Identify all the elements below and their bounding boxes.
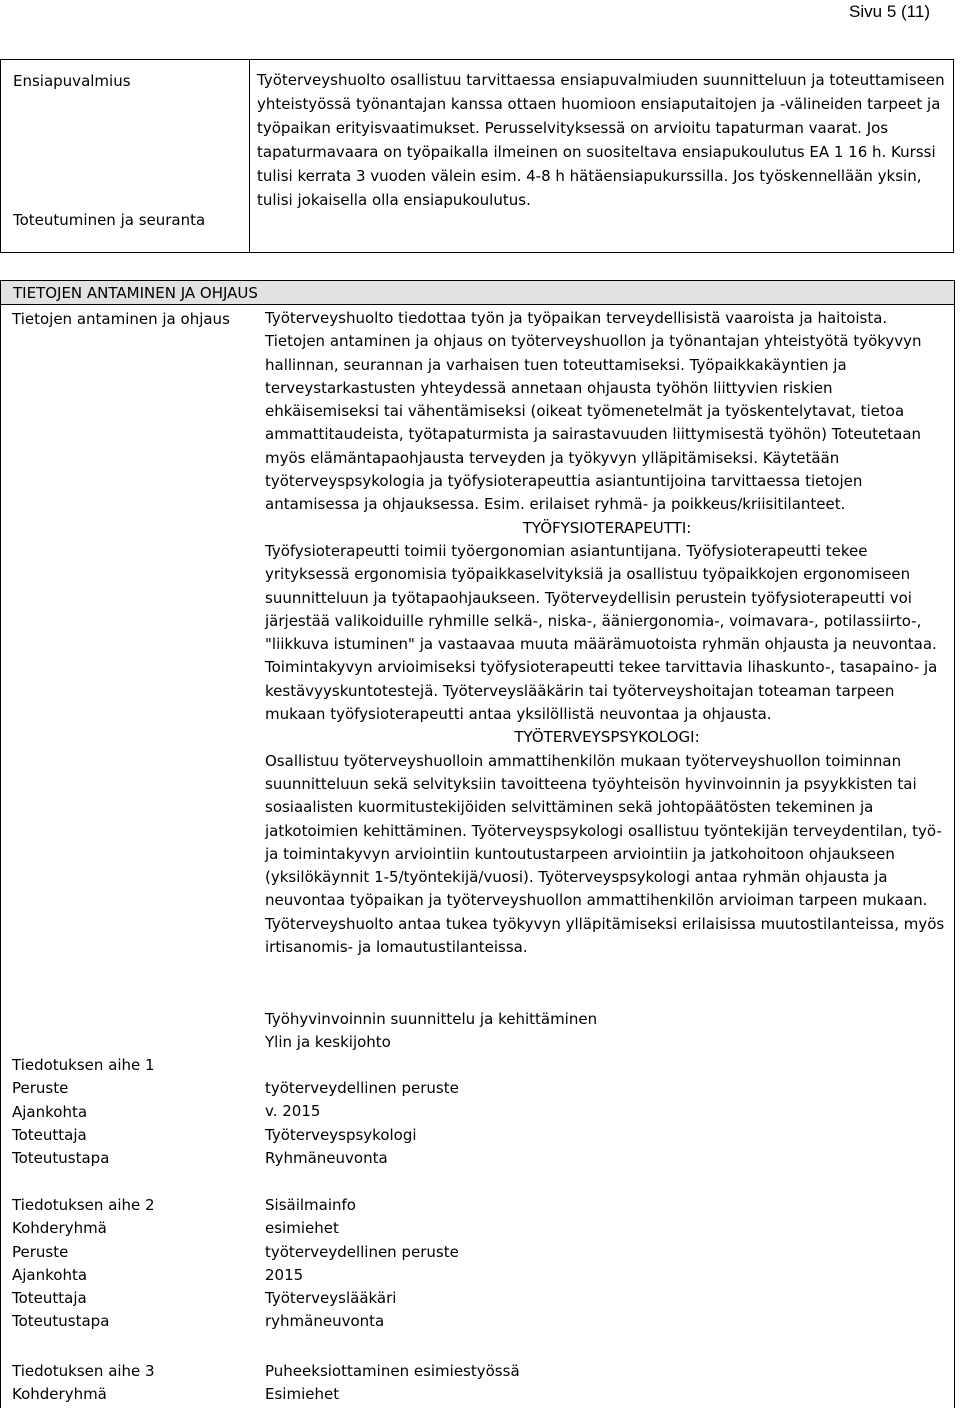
info-label: Kohderyhmä: [12, 1219, 107, 1238]
info-value: Sisäilmainfo: [265, 1196, 356, 1214]
info-label: Peruste: [12, 1242, 69, 1261]
info-value: Työhyvinvoinnin suunnittelu ja kehittäminen: [265, 1010, 598, 1028]
heading-tyoterveyspsykologi: TYÖTERVEYSPSYKOLOGI:: [514, 728, 700, 747]
info-label: Tiedotuksen aihe 1: [12, 1056, 155, 1074]
info-label: Ajankohta: [12, 1265, 88, 1284]
info-label: Tiedotuksen aihe 3: [12, 1362, 155, 1380]
info-value: Puheeksiottaminen esimiestyössä: [265, 1362, 520, 1380]
info-values-3: [265, 1360, 520, 1407]
info-value: Esimiehet: [265, 1385, 340, 1404]
paragraph-fysio: Työfysioterapeutti toimii työergonomian asiantuntijana. Työfysioterapeutti tekee yrityksessä ergonomisia työpaikkaselvityksiä ja osallistuu työpaikkojen ergonomiseen suunnitteluun ja työtapaohjaukseen. Työterveydellisin perustein työfysioterapeutti voi järjestää valikoiduille ryhmille selkä-, niska-, ääniergonomia-, voimavara-, potilassiirto-, "liikkuva istuminen" ja vastaavaa muuta määrämuotoista ryhmän ohjausta ja neuvontaa. Toimintakyvyn arvioimiseksi työfysioterapeutti tekee tarvittavia lihaskunto-, tasapaino- ja kestävyyskuntotestejä. Työterveyslääkärin tai työterveyshoitajan toteaman tarpeen mukaan työfysioterapeutti antaa yksilöllistä neuvontaa ja ohjausta.: [265, 541, 938, 724]
heading-tyofysioterapeutti: TYÖFYSIOTERAPEUTTI:: [522, 518, 692, 537]
info-value: työterveydellinen peruste: [265, 1079, 459, 1097]
section-header: [0, 280, 955, 305]
info-value: työterveydellinen peruste: [265, 1242, 459, 1261]
info-label: Toteuttaja: [12, 1125, 87, 1144]
toteutuminen-label: Toteutuminen ja seuranta: [13, 211, 206, 229]
ensiapu-text: Työterveyshuolto osallistuu tarvittaessa ensiapuvalmiuden suunnitteluun ja toteuttamiseen yhteistyössä työnantajan kanssa ottaen huomioon ensiaputaitojen ja -välineiden tarpeet ja työpaikan erityisvaatimukset. Perusselvityksessä on arvioitu tapaturman vaarat. Jos tapaturmavaara on työpaikalla ilmeinen on suositeltava ensiapukoulutus EA 1 16 h. Kurssi tulisi kerrata 3 vuoden välein esim. 4-8 h hätäensiapukurssilla. Jos työskennellään yksin, tulisi jokaisella olla ensiapukoulutus.: [257, 71, 945, 209]
info-label: Toteutustapa: [12, 1149, 110, 1168]
ensiapu-label: Ensiapuvalmius: [13, 72, 131, 90]
paragraph-tietojen: Työterveyshuolto tiedottaa työn ja työpaikan terveydellisistä vaaroista ja haitoista. Tietojen antaminen ja ohjaus on työterveyshuollon ja työnantajan yhteistyötä työkyvyn hallinnan, seurannan ja varhaisen tuen toteuttamiseksi. Työpaikkakäyntien ja terveystarkastusten yhteydessä annetaan ohjausta työhön liittyvien riskien ehkäisemiseksi tai vähentämiseksi (oikeat työmenetelmät ja työskentelytavat, tietoa ammattitaudeista, työtapaturmista ja sairastavuuden liittymisestä työhön) Toteutetaan myös elämäntapaohjausta terveyden ja työkyvyn ylläpitämiseksi. Käytetään työterveyspsykologia ja työfysioterapeuttia asiantuntijoina tarvittaessa tietojen antamisessa ja ohjauksessa. Esim. erilaiset ryhmä- ja poikkeus/kriisitilanteet.: [265, 309, 922, 514]
column-divider: [249, 60, 250, 252]
info-value: 2015: [265, 1265, 304, 1284]
info-value: Työterveyslääkäri: [265, 1289, 397, 1308]
info-label: Ajankohta: [12, 1102, 88, 1121]
info-label: Toteuttaja: [12, 1289, 87, 1308]
info-label: Tiedotuksen aihe 2: [12, 1196, 155, 1214]
info-value: esimiehet: [265, 1219, 339, 1238]
section-title: TIETOJEN ANTAMINEN JA OHJAUS: [13, 284, 258, 302]
info-value: Ylin ja keskijohto: [265, 1033, 391, 1052]
section-body: [265, 307, 949, 959]
row-label: Tietojen antaminen ja ohjaus: [12, 310, 230, 328]
paragraph-psyk: Osallistuu työterveyshuolloin ammattihenkilön mukaan työterveyshuollon toiminnan suunnitteluun sekä selvityksiin tavoitteena työyhteisön hyvinvoinnin ja psyykkisten tai sosiaalisten kuormitustekijöiden selvittäminen sekä johtopäätösten tekeminen ja jatkotoimien kehittäminen. Työterveyspsykologi osallistuu työntekijän terveydentilan, työ- ja toimintakyvyn arviointiin kuntoutustarpeen arviointiin ja jatkohoitoon ohjaukseen (yksilökäynnit 1-5/työntekijä/vuosi). Työterveyspsykologi antaa ryhmän ohjausta ja neuvontaa työpaikan ja työterveyshuollon ammattihenkilön arvioiman tarpeen mukaan. Työterveyshuolto antaa tukea työkyvyn ylläpitämiseksi erilaisissa muutostilanteissa, myös irtisanomis- ja lomautustilanteissa.: [265, 751, 945, 957]
info-label: Peruste: [12, 1079, 69, 1098]
info-values-1: [265, 1008, 597, 1055]
info-values-1b: [265, 1077, 459, 1170]
info-labels-2: [12, 1194, 155, 1334]
info-label: Kohderyhmä: [12, 1385, 107, 1404]
ensiapu-table: [0, 59, 954, 253]
info-value: Työterveyspsykologi: [265, 1125, 417, 1144]
page-number: Sivu 5 (11): [849, 2, 930, 21]
info-label: Toteutustapa: [12, 1312, 110, 1331]
info-values-2: [265, 1194, 459, 1334]
info-value: Ryhmäneuvonta: [265, 1148, 388, 1167]
info-labels-3: [12, 1360, 155, 1407]
info-value: ryhmäneuvonta: [265, 1312, 385, 1331]
info-labels-1: [12, 1054, 155, 1170]
info-value: v. 2015: [265, 1102, 321, 1121]
